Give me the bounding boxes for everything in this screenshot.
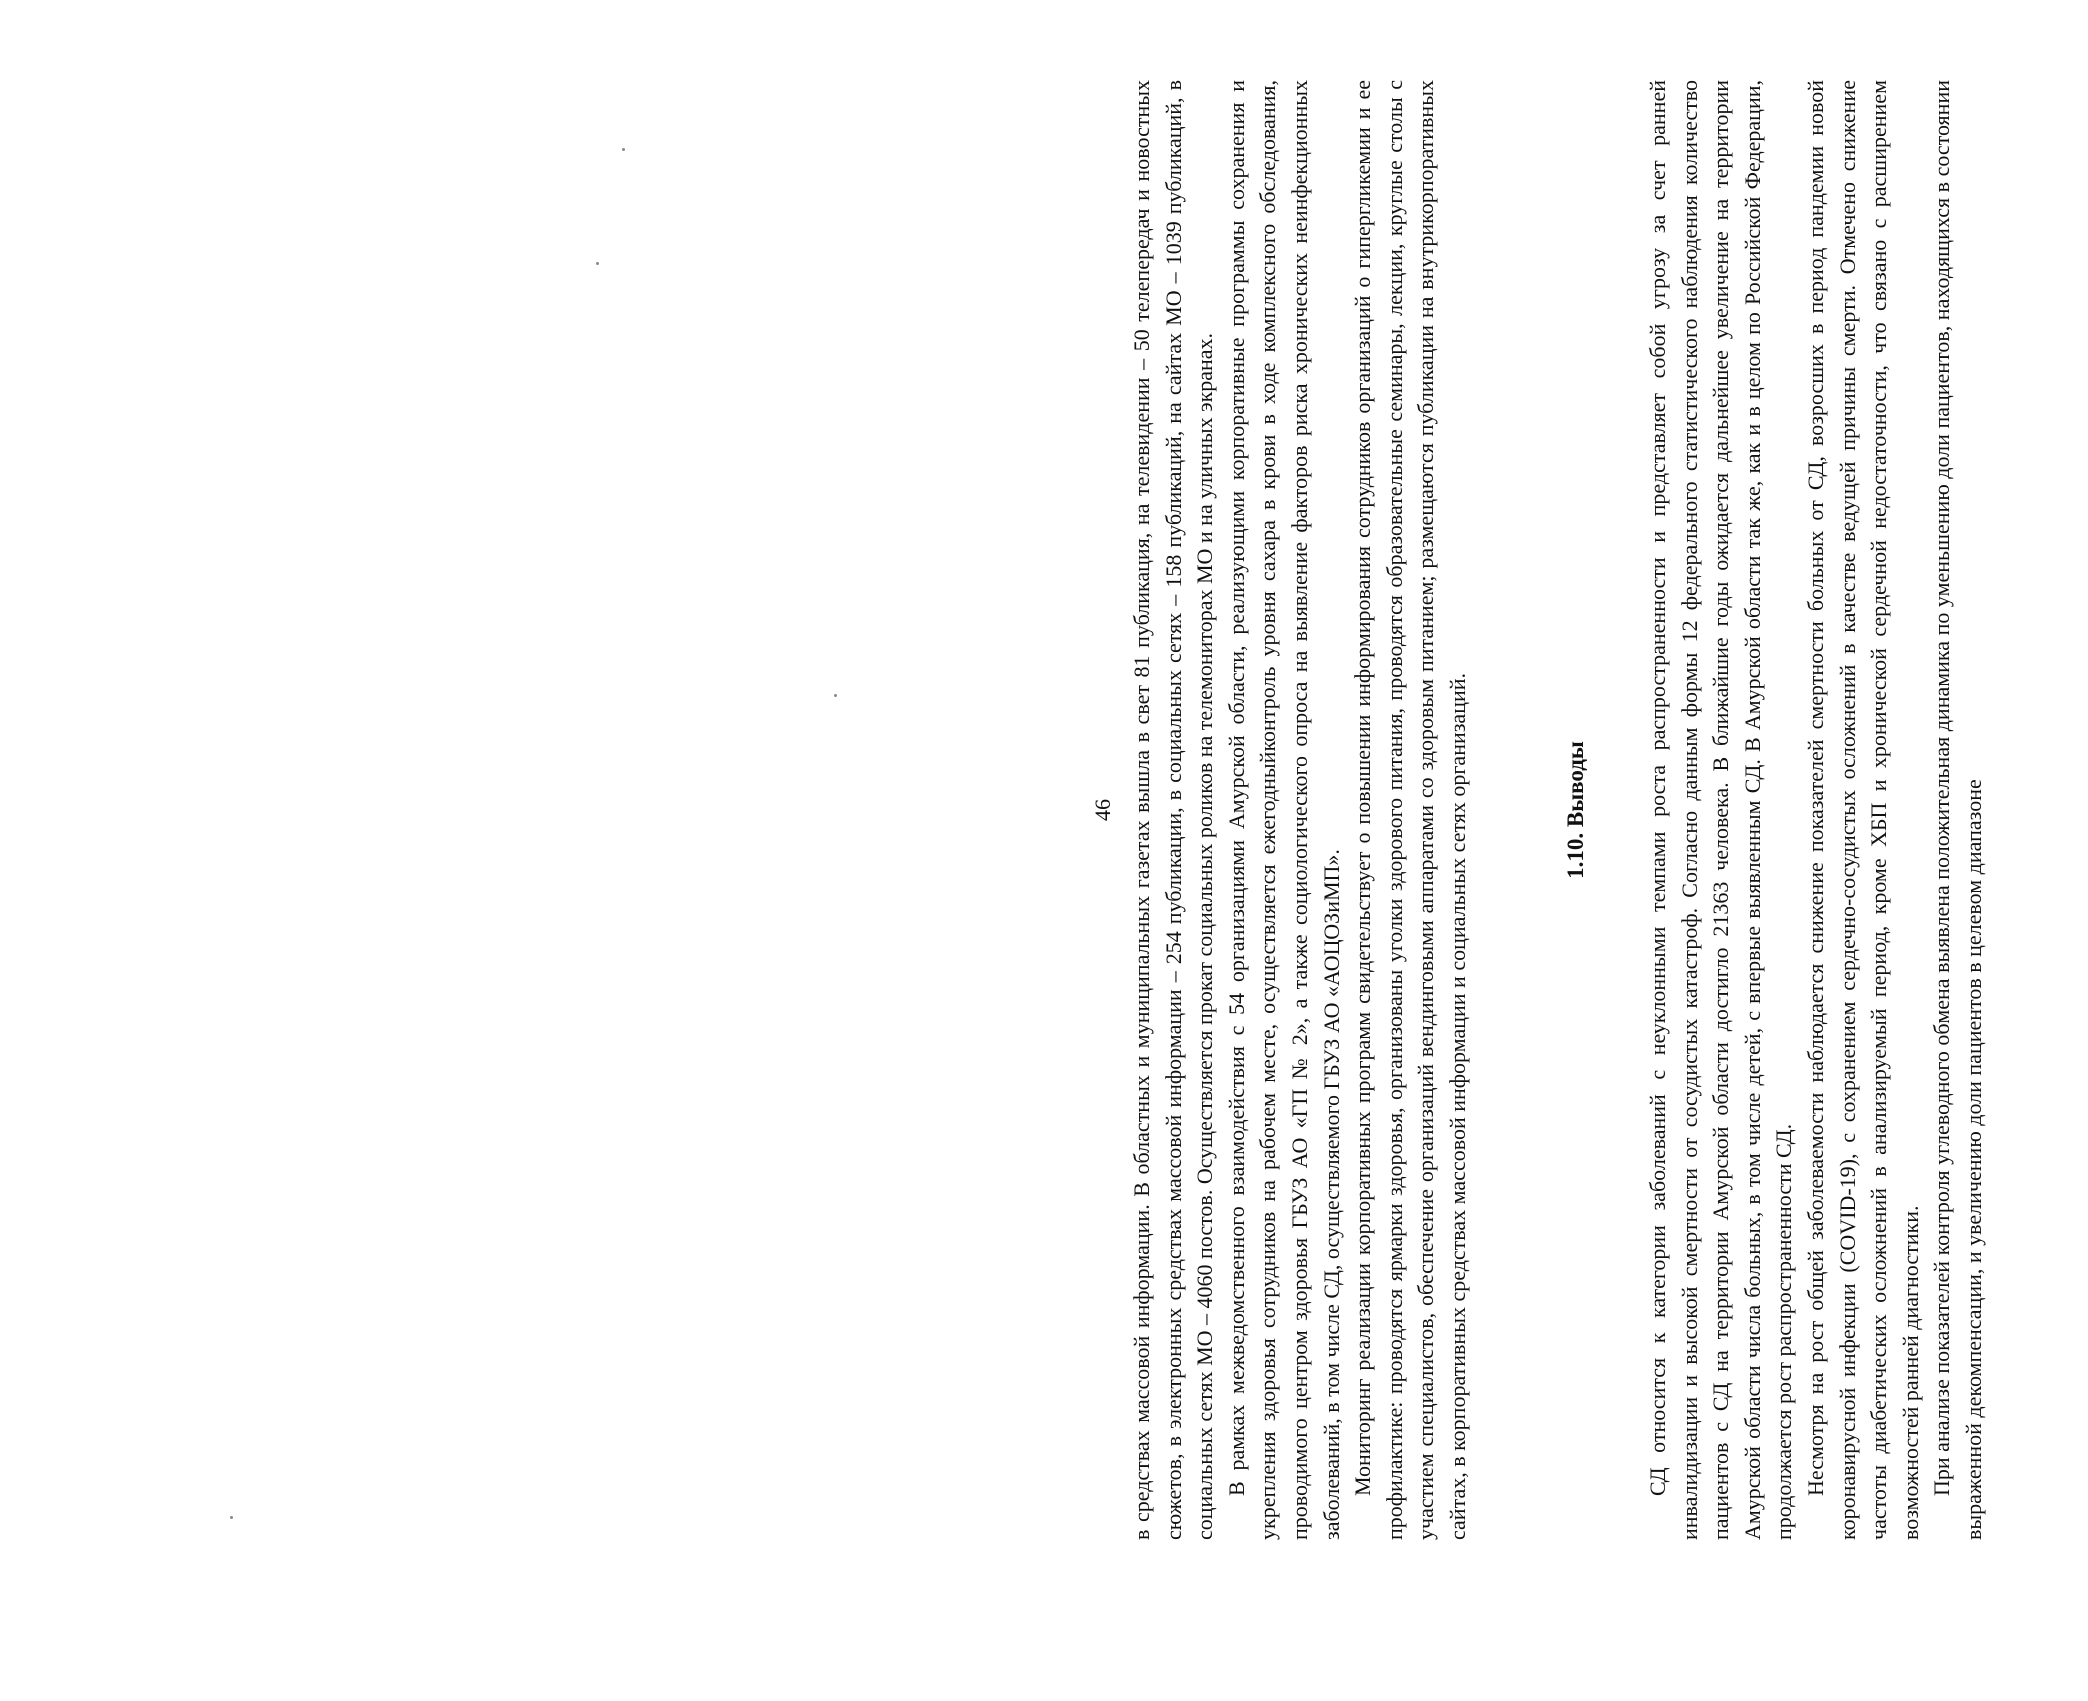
scan-speck [622, 148, 625, 151]
scan-speck [230, 1516, 233, 1519]
section-heading: 1.10. Выводы [1563, 741, 1588, 879]
paragraph-media-publications: в средствах массовой информации. В областных и муниципальных газетах вышла в свет 81 публикация, на телевидении – 50 телепередач и новостных сюжетов, в электронных средствах массовой информации – 254 публикации, в социальных сетях – 158 публикаций, на сайтах МО – 1039 публикаций, в социальных сетях МО – 4060 постов. Осуществляется прокат социальных роликов на телемониторах МО и на уличных экранах. [1129, 80, 1218, 1540]
rotated-page-content [1088, 80, 2088, 1540]
paragraph-carbohydrate-control: При анализе показателей контроля углеводного обмена выявлена положительная динамика по уменьшению доли пациентов, находящихся в состоянии выраженной декомпенсации, и увеличению доли пациентов в целевом диапазоне [1929, 80, 1986, 1540]
scan-speck [834, 694, 837, 697]
page-number: 46 [1090, 799, 1115, 821]
text-block-conclusions [1642, 80, 1990, 1540]
paragraph-interagency-cooperation: В рамках межведомственного взаимодействия с 54 организациями Амурской области, реализующими корпоративные программы сохранения и укрепления здоровья сотрудников на рабочем месте, осуществляется ежегодныйконтроль уровня сахара в крови в ходе комплексного обследования, проводимого центром здоровья ГБУЗ АО «ГП № 2», а также социологического опроса на выявление факторов риска хронических неинфекционных заболеваний, в том числе СД, осуществляемого ГБУЗ АО «АОЦОЗиМП». [1223, 80, 1344, 1540]
paragraph-mortality-complications: Несмотря на рост общей заболеваемости наблюдается снижение показателей смертности больных от СД, возросших в период пандемии новой коронавирусной инфекции (COVID-19), с сохранением сердечно-сосудистых осложнений в качестве ведущей причины смерти. Отмечено снижение частоты диабетических осложнений в анализируемый период, кроме ХБП и хронической сердечной недостаточности, что связано с расширением возможностей ранней диагностики. [1802, 80, 1923, 1540]
paragraph-corporate-programs-monitoring: Мониторинг реализации корпоративных программ свидетельствует о повышении информирования сотрудников организаций о гипергликемии и ее профилактике: проводятся ярмарки здоровья, организованы уголки здорового питания, проводятся образовательные семинары, лекции, круглые столы с участием специалистов, обеспечение организаций вендинговыми аппаратами со здоровым питанием; размещаются публикации на внутрикорпоративных сайтах, в корпоративных средствах массовой информации и социальных сетях организаций. [1350, 80, 1470, 1540]
scan-speck [596, 262, 599, 265]
paragraph-diabetes-prevalence: СД относится к категории заболеваний с неуклонными темпами роста распространенности и представляет собой угрозу за счет ранней инвалидизации и высокой смертности от сосудистых катастроф. Согласно данным формы 12 федерального статистического наблюдения количество пациентов с СД на территории Амурской области достигло 21363 человека. В ближайшие годы ожидается дальнейшее увеличение на территории Амурской области числа больных, в том числе детей, с впервые выявленным СД. В Амурской области так же, как и в целом по Российской Федерации, продолжается рост распространенности СД. [1645, 80, 1797, 1540]
text-block-top [1126, 80, 1474, 1540]
